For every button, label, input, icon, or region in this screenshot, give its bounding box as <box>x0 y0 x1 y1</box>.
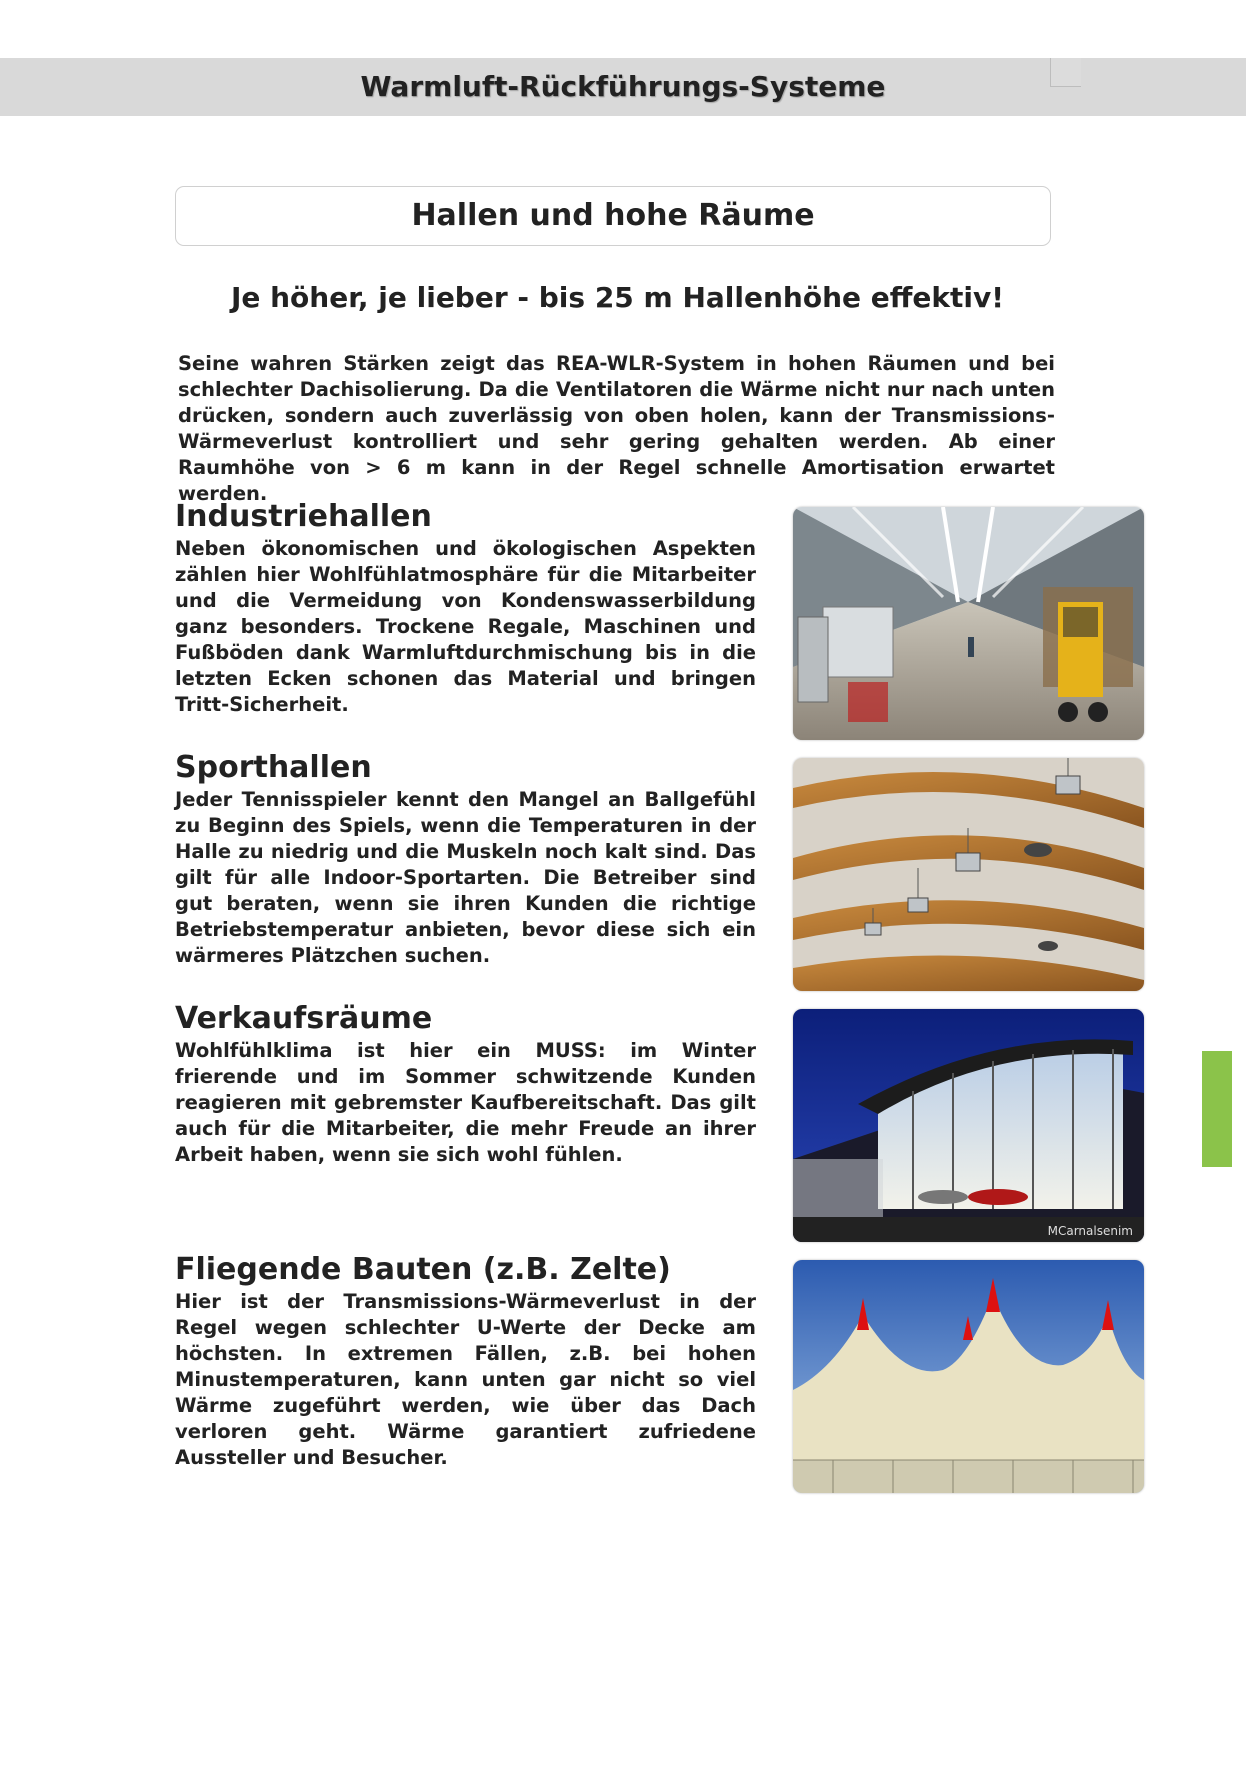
headline: Je höher, je lieber - bis 25 m Hallenhöhe effektiv! <box>230 281 1005 314</box>
photo-verkaufsraeume <box>793 1009 1144 1242</box>
block-text-fliegende-bauten: Hier ist der Transmissions-Wärmeverlust in der Regel wegen schlechter U-Werte der Decke am höchsten. In extremen Fällen, z.B. bei hohen Minustemperaturen, kann unten gar nicht so viel Wärme zugeführt werden, wie über das Dach verloren geht. Wärme garantiert zufriedene Aussteller und Besucher. <box>175 1290 756 1469</box>
section-title-box <box>175 186 1051 246</box>
photo-fliegende-bauten <box>793 1260 1144 1493</box>
block-text-verkaufsraeume: Wohlfühlklima ist hier ein MUSS: im Winter frierende und im Sommer schwitzende Kunden reagieren mit gebremster Kaufbereitschaft. Das gilt auch für die Mitarbeiter, die mehr Freude an ihrer Arbeit haben, wenn sie sich wohl fühlen. <box>175 1039 756 1166</box>
header-title: Warmluft-Rückführungs-Systeme <box>360 70 886 103</box>
block-text-industriehallen: Neben ökonomischen und ökologischen Aspekten zählen hier Wohlfühlatmosphäre für die Mitarbeiter und die Vermeidung von Kondenswasserbildung ganz besonders. Trockene Regale, Maschinen und Fußböden dank Warmluftdurchmischung bis in die letzten Ecken schonen das Material und bringen Tritt-Sicherheit. <box>175 537 756 716</box>
block-title-fliegende-bauten: Fliegende Bauten (z.B. Zelte) <box>175 1252 671 1287</box>
block-text-sporthallen: Jeder Tennisspieler kennt den Mangel an Ballgefühl zu Beginn des Spiels, wenn die Temperaturen in der Halle zu niedrig und die Muskeln noch kalt sind. Das gilt für alle Indoor-Sportarten. Die Betreiber sind gut beraten, wenn sie ihren Kunden die richtige Betriebstemperatur anbieten, bevor diese sich ein wärmeres Plätzchen suchen. <box>175 788 756 967</box>
block-title-sporthallen: Sporthallen <box>175 750 372 785</box>
photo-sporthallen <box>793 758 1144 991</box>
photo-watermark: MCarnalsenim <box>1047 1224 1133 1238</box>
side-tab-marker <box>1202 1051 1232 1167</box>
photo-industriehallen <box>793 507 1144 740</box>
header-notch <box>1050 58 1081 87</box>
block-title-verkaufsraeume: Verkaufsräume <box>175 1001 433 1036</box>
block-title-industriehallen: Industriehallen <box>175 499 432 534</box>
section-title: Hallen und hohe Räume <box>411 198 815 233</box>
intro-paragraph: Seine wahren Stärken zeigt das REA-WLR-System in hohen Räumen und bei schlechter Dachisolierung. Da die Ventilatoren die Wärme nicht nur nach unten drücken, sondern auch zuverlässig von oben holen, kann der Transmissions-Wärmeverlust kontrolliert und sehr gering gehalten werden. Ab einer Raumhöhe von > 6 m kann in der Regel schnelle Amortisation erwartet werden. <box>178 352 1055 505</box>
